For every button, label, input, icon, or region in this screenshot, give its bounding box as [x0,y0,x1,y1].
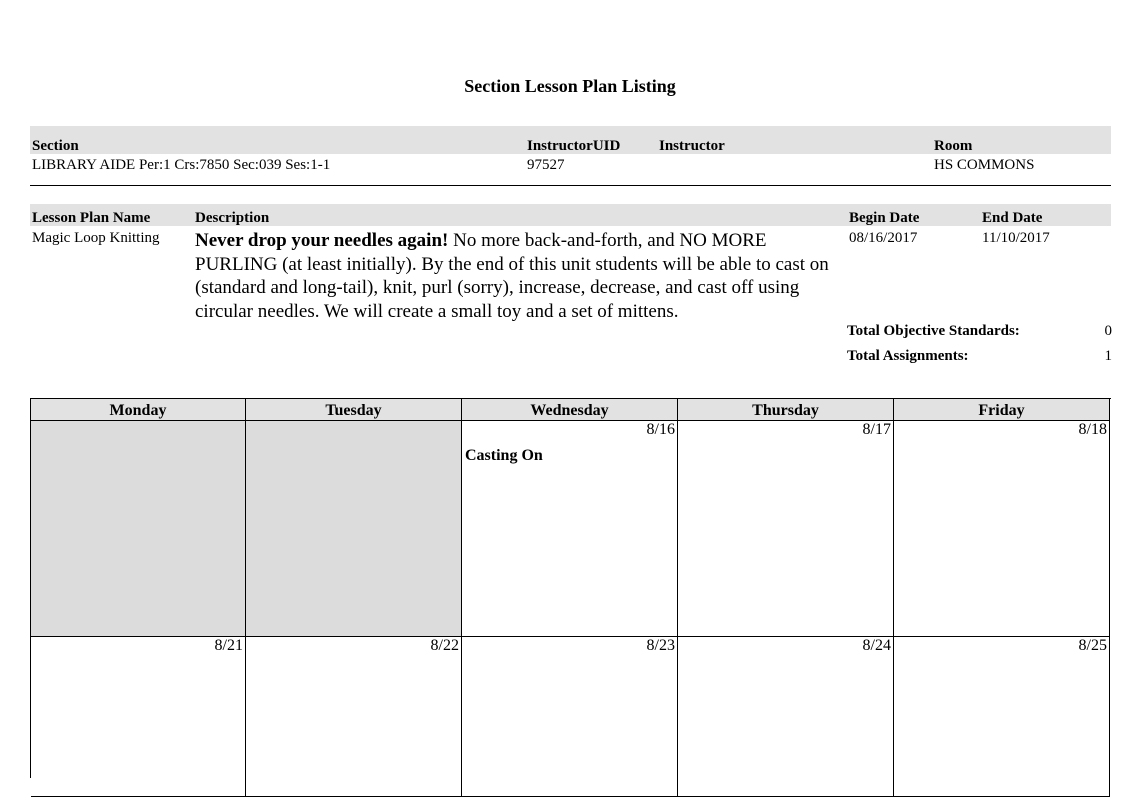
section-divider [30,185,1111,186]
total-objective-value: 0 [1104,323,1112,339]
instructor-uid-label: InstructorUID [527,138,621,154]
lesson-plan-name-value: Magic Loop Knitting [32,230,160,246]
calendar-date: 8/23 [646,637,675,654]
lesson-description [195,229,845,323]
day-header-wednesday: Wednesday [462,399,678,421]
description-lead: Never drop your needles again! [195,230,449,251]
end-date-value: 11/10/2017 [982,230,1050,246]
calendar-date: 8/17 [862,421,891,438]
calendar-cell[interactable] [246,637,462,797]
calendar-date: 8/22 [430,637,459,654]
page-title: Section Lesson Plan Listing [464,76,676,96]
end-date-label: End Date [982,210,1043,226]
total-assignments-label: Total Assignments: [847,348,969,364]
day-header-thursday: Thursday [678,399,894,421]
day-header-tuesday: Tuesday [246,399,462,421]
instructor-label: Instructor [659,138,725,154]
calendar-date: 8/21 [214,637,243,654]
section-value: LIBRARY AIDE Per:1 Crs:7850 Sec:039 Ses:1-1 [32,157,331,173]
calendar-cell[interactable] [894,421,1110,637]
calendar-date: 8/18 [1078,421,1107,438]
calendar-cell[interactable] [894,637,1110,797]
total-assignments-value: 1 [1104,348,1112,364]
day-header-monday: Monday [31,399,246,421]
day-header-friday: Friday [894,399,1110,421]
calendar-date: 8/25 [1078,637,1107,654]
calendar-date: 8/24 [862,637,891,654]
calendar-cell[interactable] [462,637,678,797]
calendar-grid [30,398,1111,778]
section-label: Section [32,138,79,154]
calendar-cell[interactable] [678,637,894,797]
description-label: Description [195,210,270,226]
room-value: HS COMMONS [934,157,1035,173]
calendar-cell[interactable] [462,421,678,637]
room-label: Room [934,138,973,154]
calendar-date: 8/16 [646,421,675,438]
instructor-uid-value: 97527 [527,157,565,173]
calendar-cell[interactable] [678,421,894,637]
total-objective-label: Total Objective Standards: [847,323,1020,339]
description-body: No more back-and-forth, and NO MORE PURLING (at least initially). By the end of this unit students will be able to cast on (standard and long-tail), knit, purl (sorry), increase, decrease, and cast off using circular needles. We will create a small toy and a set of mittens. [195,230,829,322]
calendar-cell-empty [246,421,462,637]
begin-date-label: Begin Date [849,210,920,226]
begin-date-value: 08/16/2017 [849,230,918,246]
calendar-cell[interactable] [31,637,246,797]
lesson-header-band [30,204,1111,226]
lesson-plan-name-label: Lesson Plan Name [32,210,151,226]
calendar-event[interactable]: Casting On [465,447,543,464]
calendar-cell-empty [31,421,246,637]
